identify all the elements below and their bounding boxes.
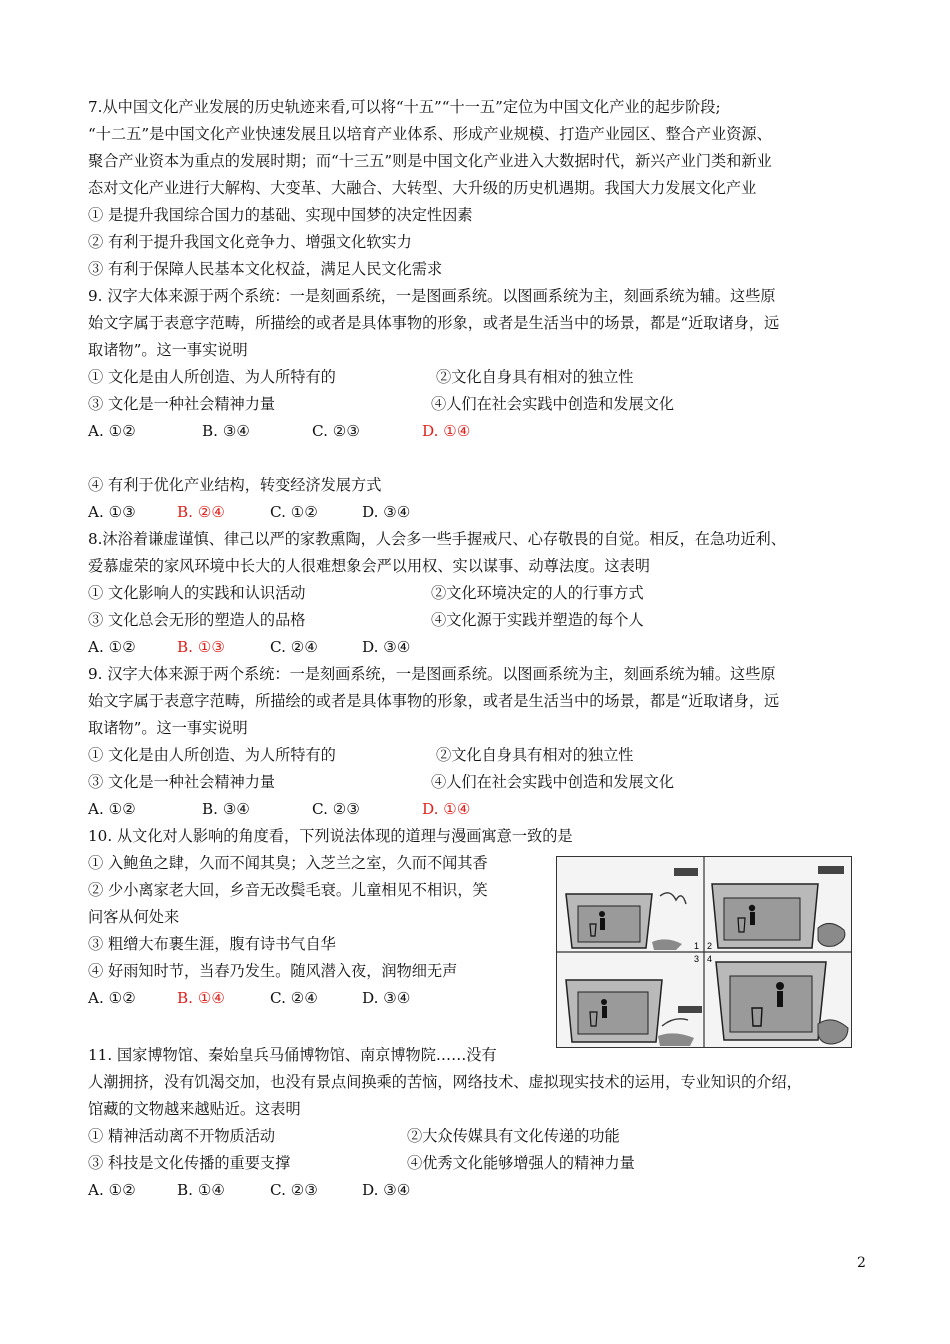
q9a-item-2: ②文化自身具有相对的独立性 xyxy=(436,368,634,386)
q11-choice-a: A. ①② xyxy=(88,1181,136,1199)
q9a-stem-line-1: 9. 汉字大体来源于两个系统：一是刻画系统，一是图画系统。以图画系统为主，刻画系统为辅。这些原 xyxy=(88,287,776,305)
q7-choice-c: C. ①② xyxy=(270,503,318,521)
q9a-choice-d-answer: D. ①④ xyxy=(422,422,471,440)
q9a-choice-c: C. ②③ xyxy=(312,422,360,440)
q9b-choice-a: A. ①② xyxy=(88,800,136,818)
q10-item-2-line-2: 问客从何处来 xyxy=(88,908,180,926)
q8-choice-a: A. ①② xyxy=(88,638,136,656)
comic-panel-2-number: 2 xyxy=(707,941,713,951)
q9a-item-1: ① 文化是由人所创造、为人所特有的 xyxy=(88,368,336,386)
q8-item-3: ③ 文化总会无形的塑造人的品格 xyxy=(88,611,306,629)
q10-choice-d: D. ③④ xyxy=(362,989,411,1007)
q10-item-2-line-1: ② 少小离家老大回，乡音无改鬓毛衰。儿童相见不相识，笑 xyxy=(88,881,488,899)
q9b-choice-c: C. ②③ xyxy=(312,800,360,818)
q11-item-1: ① 精神活动离不开物质活动 xyxy=(88,1127,276,1145)
q10-choice-b-answer: B. ①④ xyxy=(177,989,226,1007)
q9b-item-2: ②文化自身具有相对的独立性 xyxy=(436,746,634,764)
q11-item-4: ④优秀文化能够增强人的精神力量 xyxy=(407,1154,635,1172)
q9a-stem-line-2: 始文字属于表意字范畴，所描绘的或者是具体事物的形象，或者是生活当中的场景，都是“近取诸身，远 xyxy=(88,314,780,332)
q9b-item-4: ④人们在社会实践中创造和发展文化 xyxy=(431,773,674,791)
comic-panel-4-number: 4 xyxy=(707,954,713,964)
q8-choice-c: C. ②④ xyxy=(270,638,318,656)
q7-choice-b-answer: B. ②④ xyxy=(177,503,226,521)
q10-choice-c: C. ②④ xyxy=(270,989,318,1007)
page-number: 2 xyxy=(857,1255,866,1271)
q7-item-4: ④ 有利于优化产业结构，转变经济发展方式 xyxy=(88,476,382,494)
q8-stem-line-2: 爱慕虚荣的家风环境中长大的人很难想象会严以用权、实以谋事、动尊法度。这表明 xyxy=(88,557,650,575)
q11-stem-line-3: 馆藏的文物越来越贴近。这表明 xyxy=(88,1100,301,1118)
comic-panel-1-number: 1 xyxy=(694,941,700,951)
q8-stem-line-1: 8.沐浴着谦虚谨慎、律己以严的家教熏陶，人会多一些手握戒尺、心存敬畏的自觉。相反，在急功近利、 xyxy=(88,530,786,548)
q9b-stem-line-2: 始文字属于表意字范畴，所描绘的或者是具体事物的形象，或者是生活当中的场景，都是“近取诸身，远 xyxy=(88,692,780,710)
q9b-stem-line-1: 9. 汉字大体来源于两个系统：一是刻画系统，一是图画系统。以图画系统为主，刻画系统为辅。这些原 xyxy=(88,665,776,683)
q9b-stem-line-3: 取诸物”。这一事实说明 xyxy=(88,719,248,737)
q9b-choice-d-answer: D. ①④ xyxy=(422,800,471,818)
q9a-choice-b: B. ③④ xyxy=(202,422,251,440)
q9b-choice-b: B. ③④ xyxy=(202,800,251,818)
q10-choice-a: A. ①② xyxy=(88,989,136,1007)
q11-stem-line-2: 人潮拥挤，没有饥渴交加，也没有景点间换乘的苦恼，网络技术、虚拟现实技术的运用，专业知识的介绍， xyxy=(88,1073,802,1091)
q9b-item-1: ① 文化是由人所创造、为人所特有的 xyxy=(88,746,336,764)
q9a-item-3: ③ 文化是一种社会精神力量 xyxy=(88,395,276,413)
q10-item-1: ① 入鲍鱼之肆，久而不闻其臭；入芝兰之室，久而不闻其香 xyxy=(88,854,488,872)
q7-choice-d: D. ③④ xyxy=(362,503,411,521)
q9a-choice-a: A. ①② xyxy=(88,422,136,440)
q7-item-1: ① 是提升我国综合国力的基础、实现中国梦的决定性因素 xyxy=(88,206,473,224)
q7-stem-line-1: 7.从中国文化产业发展的历史轨迹来看,可以将“十五”“十一五”定位为中国文化产业的起步阶段; xyxy=(88,98,721,116)
comic-panel-3-number: 3 xyxy=(694,954,700,964)
q9b-item-3: ③ 文化是一种社会精神力量 xyxy=(88,773,276,791)
q10-stem: 10. 从文化对人影响的角度看，下列说法体现的道理与漫画寓意一致的是 xyxy=(88,827,573,845)
q7-item-2: ② 有利于提升我国文化竞争力、增强文化软实力 xyxy=(88,233,412,251)
q11-item-3: ③ 科技是文化传播的重要支撑 xyxy=(88,1154,291,1172)
q7-stem-line-4: 态对文化产业进行大解构、大变革、大融合、大转型、大升级的历史机遇期。我国大力发展文化产业 xyxy=(88,179,757,197)
q11-item-2: ②大众传媒具有文化传递的功能 xyxy=(407,1127,620,1145)
q7-stem-line-2: “十二五”是中国文化产业快速发展且以培育产业体系、形成产业规模、打造产业园区、整合产业资源、 xyxy=(88,125,772,143)
q10-item-4: ④ 好雨知时节，当春乃发生。随风潜入夜，润物细无声 xyxy=(88,962,458,980)
q8-item-4: ④文化源于实践并塑造的每个人 xyxy=(431,611,644,629)
q7-choice-a: A. ①③ xyxy=(88,503,136,521)
q8-choice-d: D. ③④ xyxy=(362,638,411,656)
q10-item-3: ③ 粗缯大布裹生涯，腹有诗书气自华 xyxy=(88,935,336,953)
q9a-item-4: ④人们在社会实践中创造和发展文化 xyxy=(431,395,674,413)
q7-stem-line-3: 聚合产业资本为重点的发展时期；而“十三五”则是中国文化产业进入大数据时代，新兴产业门类和新业 xyxy=(88,152,772,170)
comic-strip xyxy=(556,856,852,1048)
q11-stem-line-1: 11. 国家博物馆、秦始皇兵马俑博物馆、南京博物院……没有 xyxy=(88,1046,497,1064)
q7-item-3: ③ 有利于保障人民基本文化权益，满足人民文化需求 xyxy=(88,260,443,278)
q11-choice-b: B. ①④ xyxy=(177,1181,226,1199)
q11-choice-d: D. ③④ xyxy=(362,1181,411,1199)
q8-item-1: ① 文化影响人的实践和认识活动 xyxy=(88,584,306,602)
q11-choice-c: C. ②③ xyxy=(270,1181,318,1199)
q8-choice-b-answer: B. ①③ xyxy=(177,638,226,656)
q9a-stem-line-3: 取诸物”。这一事实说明 xyxy=(88,341,248,359)
q8-item-2: ②文化环境决定的人的行事方式 xyxy=(431,584,644,602)
